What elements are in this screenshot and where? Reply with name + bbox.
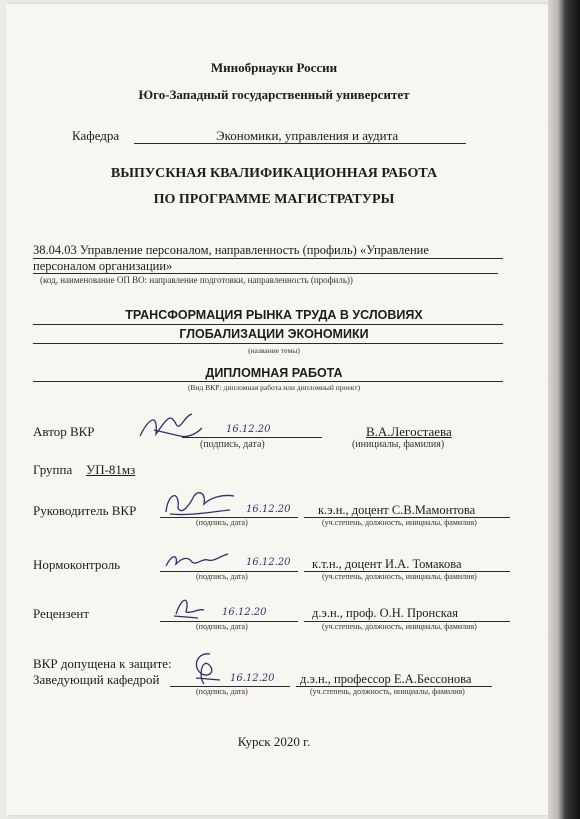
admission-name-caption: (уч.степень, должность, инициалы, фамилия) [310,687,465,696]
supervisor-name: к.э.н., доцент С.В.Мамонтова [318,503,476,517]
program-underline2 [33,273,498,274]
work-type-value: ДИПЛОМНАЯ РАБОТА [205,366,343,380]
reviewer-label: Рецензент [33,606,90,621]
author-name: В.А.Легостаева [366,424,452,439]
department-underline [134,143,466,144]
department-label: Кафедра [72,128,120,143]
reviewer-sign-caption: (подпись, дата) [196,622,248,631]
admission-line1: ВКР допущена к защите: [33,656,172,671]
group-label: Группа [33,462,73,477]
admission-name: д.э.н., профессор Е.А.Бессонова [300,672,472,686]
supervisor-name-caption: (уч.степень, должность, инициалы, фамилия) [322,518,477,527]
reviewer-date: 16.12.20 [222,607,267,618]
group-value: УП-81мз [86,462,136,477]
author-sign-line [182,437,322,438]
topic-underline1 [33,324,503,325]
normcontrol-name-caption: (уч.степень, должность, инициалы, фамилия) [322,572,477,581]
work-title-line2: ПО ПРОГРАММЕ МАГИСТРАТУРЫ [153,192,395,207]
normcontrol-sign-caption: (подпись, дата) [196,572,248,581]
topic-line2: ГЛОБАЛИЗАЦИИ ЭКОНОМИКИ [179,327,369,341]
author-date: 16.12.20 [226,424,271,435]
admission-date: 16.12.20 [230,673,275,684]
supervisor-label: Руководитель ВКР [33,503,137,518]
supervisor-date: 16.12.20 [246,504,291,515]
author-label: Автор ВКР [33,424,95,439]
program-caption: (код, наименование ОП ВО: направление подготовки, направленность (профиль)) [40,275,353,285]
admission-head-label: Заведующий кафедрой [33,672,160,687]
document-page [6,4,548,815]
supervisor-sign-caption: (подпись, дата) [196,518,248,527]
normcontrol-label: Нормоконтроль [33,557,121,572]
scan-edge-shadow [548,0,580,819]
topic-caption: (название темы) [248,346,300,355]
author-name-caption: (инициалы, фамилия) [352,439,445,450]
normcontrol-date: 16.12.20 [246,557,291,568]
work-type-caption: (Вид ВКР: дипломная работа или дипломный проект) [187,383,361,392]
program-line1: 38.04.03 Управление персоналом, направленность (профиль) «Управление [33,243,429,257]
topic-line1: ТРАНСФОРМАЦИЯ РЫНКА ТРУДА В УСЛОВИЯХ [125,308,423,322]
ministry-heading: Минобрнауки России [210,60,338,75]
city-year: Курск 2020 г. [237,734,311,749]
reviewer-name-caption: (уч.степень, должность, инициалы, фамилия) [322,622,477,631]
reviewer-name: д.э.н., проф. О.Н. Пронская [312,606,458,620]
work-title-line1: ВЫПУСКНАЯ КВАЛИФИКАЦИОННАЯ РАБОТА [110,166,438,181]
normcontrol-name: к.т.н., доцент И.А. Томакова [312,557,462,571]
work-type-underline [33,381,503,382]
university-heading: Юго-Западный государственный университет [138,87,410,102]
admission-signature [186,648,226,688]
author-sign-caption: (подпись, дата) [200,439,265,450]
reviewer-signature [168,592,208,620]
topic-underline2 [33,343,503,344]
admission-sign-caption: (подпись, дата) [196,687,248,696]
author-signature [136,406,206,446]
department-value: Экономики, управления и аудита [216,128,399,143]
program-line2: персоналом организации» [33,259,173,273]
